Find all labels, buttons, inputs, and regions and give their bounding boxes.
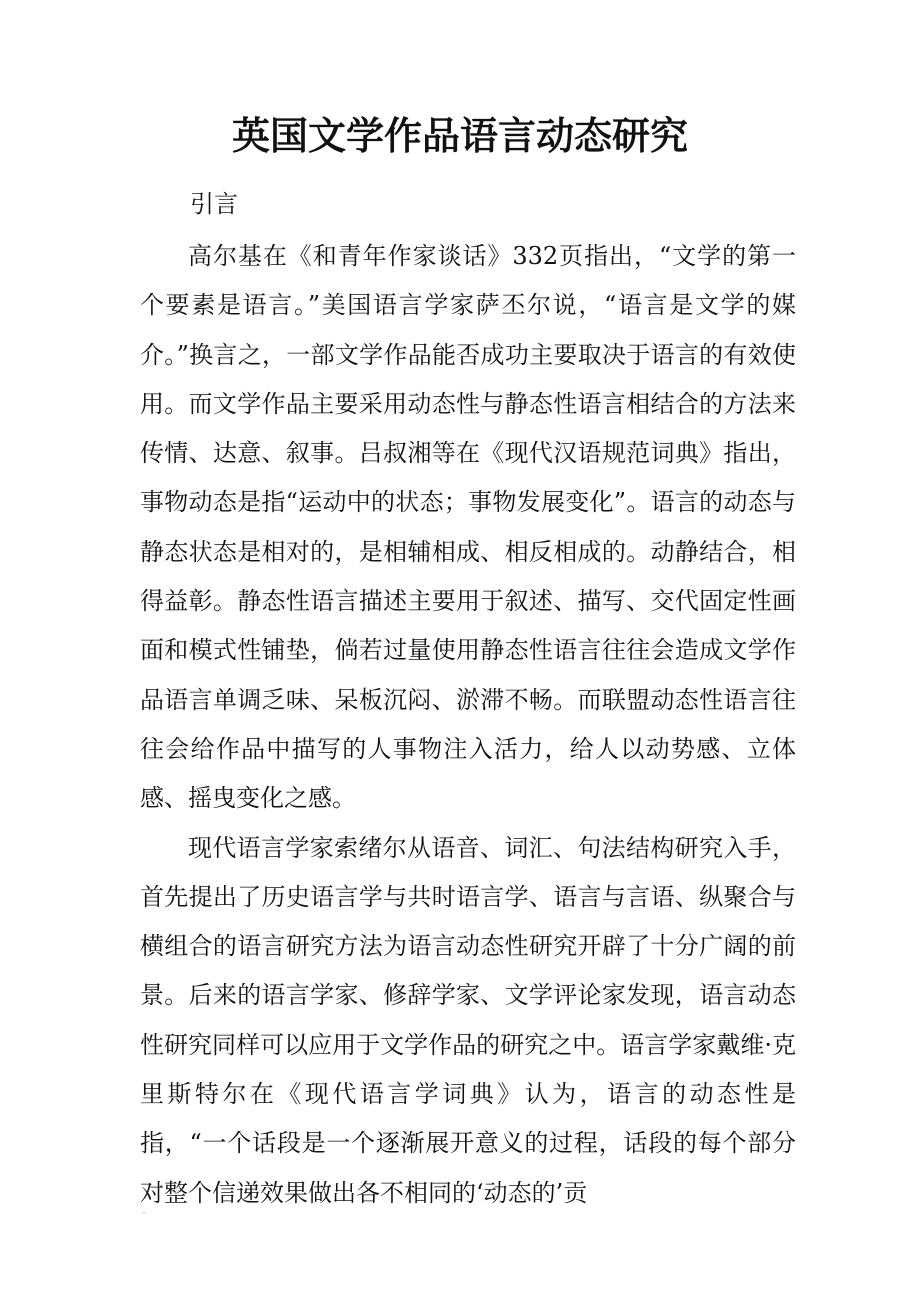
paragraph-2: 现代语言学家索绪尔从语音、词汇、句法结构研究入手，首先提出了历史语言学与共时语言学、语言与言语、纵聚合与横组合的语言研究方法为语言动态性研究开辟了十分广阔的前景。后来的语言学家、修辞学家、文学评论家发现，语言动态性研究同样可以应用于文学作品的研究之中。语言学家戴维·克里斯特尔在《现代语言学词典》认为，语言的动态性是指，“一个话段是一个逐渐展开意义的过程，话段的每个部分对整个信递效果做出各不相同的‘动态的’贡: [140, 833, 796, 1207]
document-title: 英国文学作品语言动态研究: [231, 113, 688, 158]
paragraph-1: 高尔基在《和青年作家谈话》332页指出，“文学的第一个要素是语言。”美国语言学家萨丕尔说，“语言是文学的媒介。”换言之，一部文学作品能否成功主要取决于语言的有效使用。而文学作品主要采用动态性与静态性语言相结合的方法来传情、达意、叙事。吕叔湘等在《现代汉语规范词典》指出，事物动态是指“运动中的状态；事物发展变化”。语言的动态与静态状态是相对的，是相辅相成、相反相成的。动静结合，相得益彰。静态性语言描述主要用于叙述、描写、交代固定性画面和模式性铺垫，倘若过量使用静态性语言往往会造成文学作品语言单调乏味、呆板沉闷、淤滞不畅。而联盟动态性语言往往会给作品中描写的人事物注入活力，给人以动势感、立体感、摇曳变化之感。: [140, 242, 796, 813]
section-heading: 引言: [190, 190, 238, 218]
document-body: [140, 180, 796, 1218]
scan-speck: [143, 1212, 145, 1214]
